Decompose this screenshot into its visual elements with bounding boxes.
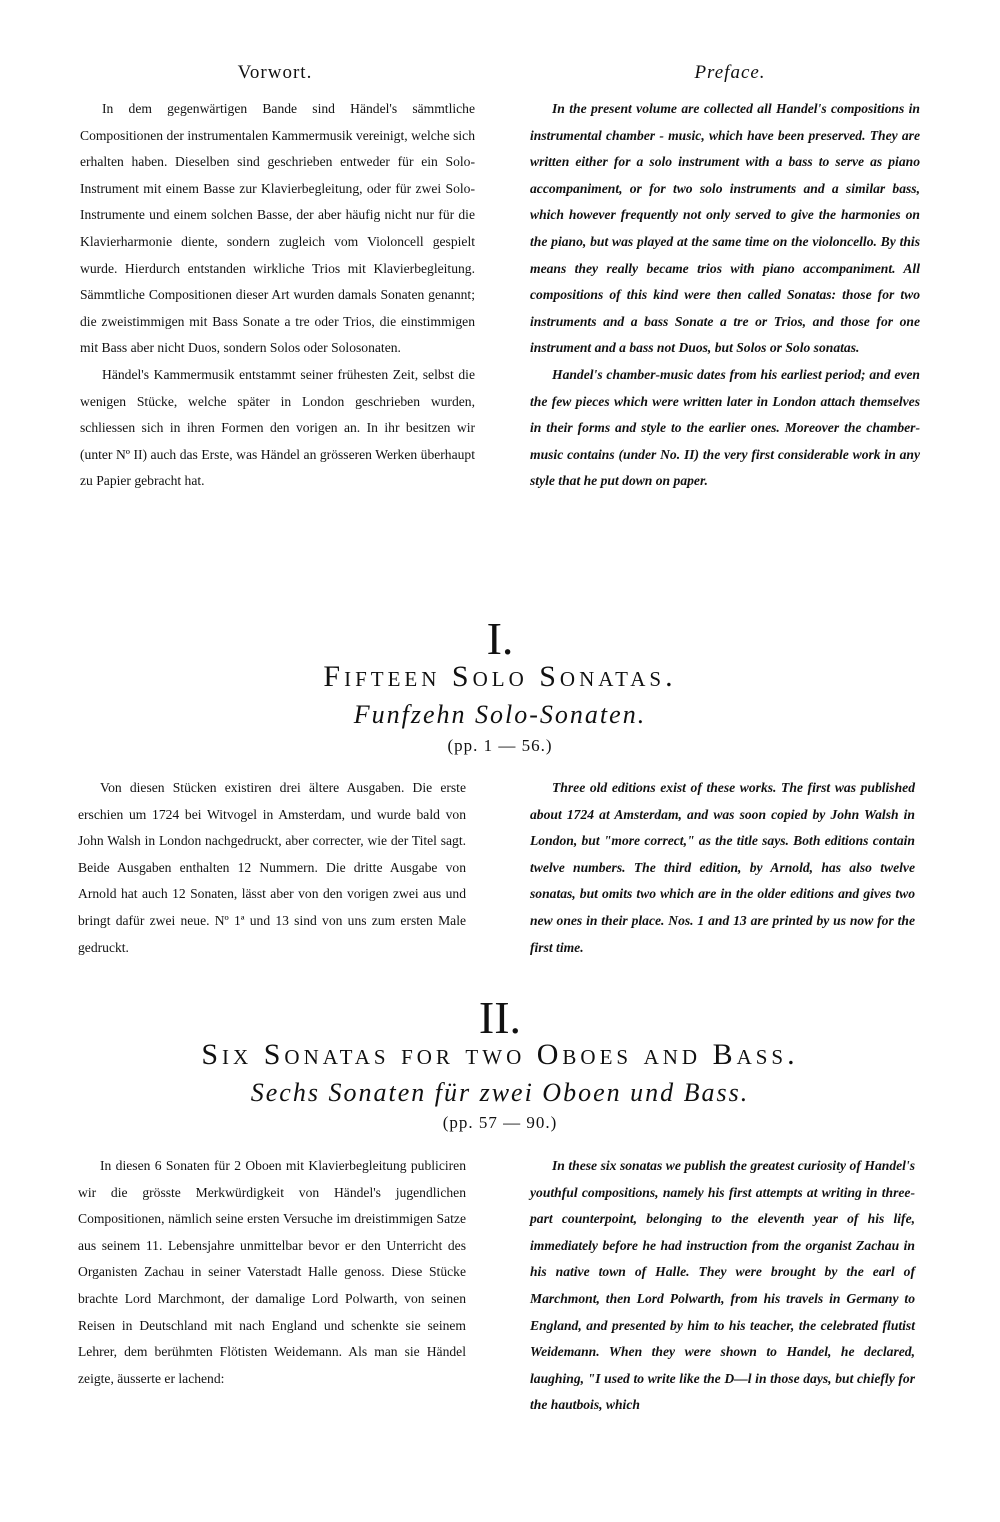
section-1-english-text [530,775,915,961]
vorwort-title: Vorwort. [237,62,313,83]
section-1-page-range: (pp. 1 — 56.) [447,736,553,755]
section-1-title: Fifteen Solo Sonatas. [323,660,677,693]
section-1-numeral: I. [486,613,514,664]
section-1-german-text [78,775,466,961]
preface-paragraph-1: In the present volume are collected all Handel's compositions in instrumental chamber - music, which have been preserved. They are written either for a solo instrument with a bass to serve as piano accompaniment, or for two solo instruments and a similar bass, which however frequently not only served to give the harmonies on the piano, but was played at the same time on the violoncello. By this means they really became trios with piano accompaniment. All compositions of this kind were then called Sonatas: those for two instruments and a bass Sonate a tre or Trios, and those for one instrument and a bass not Duos, but Solos or Solo sonatas. [530,101,920,356]
section-2-page-range: (pp. 57 — 90.) [442,1113,558,1132]
section-1-english-paragraph: Three old editions exist of these works. The first was published about 1724 at Amsterdam, and was soon copied by John Walsh in London, but "more correct," as the title says. Both editions contain twelve numbers. The third edition, by Arnold, has also twelve sonatas, but omits two which are in the older editions and gives two new ones in their place. Nos. 1 and 13 are printed by us now for the first time. [530,780,915,955]
preface-text [530,96,920,495]
vorwort-paragraph-2: Händel's Kammermusik entstammt seiner frühesten Zeit, selbst die wenigen Stücke, welche später in London geschrieben wurden, schliessen sich in ihren Formen den vorigen an. In ihr besitzen wir (unter Nº II) auch das Erste, was Händel an grösseren Werken überhaupt zu Papier gebracht hat. [80,366,475,489]
section-1-german-title: Funfzehn Solo-Sonaten. [353,700,647,729]
section-2-german-text [78,1153,466,1392]
section-2-english-text [530,1153,915,1419]
section-2-german-paragraph: In diesen 6 Sonaten für 2 Oboen mit Klavierbegleitung publiciren wir die grösste Merkwürdigkeit von Händel's jugendlichen Compositionen, nämlich seine ersten Versuche im dreistimmigen Satze aus seinem 11. Lebensjahre unmittelbar bevor er den Unterricht des Organisten Zachau in seiner Vaterstadt Halle genoss. Diese Stücke brachte Lord Marchmont, der damalige Lord Polwarth, von seinen Reisen in Deutschland mit nach England und schenkte sie seinem Lehrer, dem berühmten Flötisten Weidemann. Als man sie Händel zeigte, äusserte er lachend: [78,1158,466,1386]
vorwort-paragraph-1: In dem gegenwärtigen Bande sind Händel's sämmtliche Compositionen der instrumentalen Kammermusik vereinigt, welche sich erhalten haben. Dieselben sind geschrieben entweder für ein Solo-Instrument mit einem Basse zur Klavierbegleitung, oder für zwei Solo-Instrumente und einem solchen Basse, der aber häufig nicht nur für die Klavierharmonie diente, sondern zugleich vom Violoncell gespielt wurde. Hierdurch entstanden wirkliche Trios mit Klavierbegleitung. Sämmtliche Compositionen dieser Art wurden damals Sonaten genannt; die zweistimmigen mit Bass Sonate a tre oder Trios, die einstimmigen mit Bass aber nicht Duos, sondern Solos oder Solosonaten. [80,101,475,356]
section-2-german-title: Sechs Sonaten für zwei Oboen und Bass. [250,1078,750,1107]
vorwort-text [80,96,475,495]
section-2-numeral: II. [478,992,522,1043]
section-2-title: Six Sonatas for two Oboes and Bass. [201,1038,799,1071]
preface-title: Preface. [694,62,766,83]
preface-paragraph-2: Handel's chamber-music dates from his earliest period; and even the few pieces which were written later in London attach themselves in their forms and style to the earlier ones. Moreover the chamber-music contains (under No. II) the very first considerable work in any style that he put down on paper. [530,366,920,489]
section-2-english-paragraph: In these six sonatas we publish the greatest curiosity of Handel's youthful compositions, namely his first attempts at writing in three-part counterpoint, belonging to the eleventh year of his life, immediately before he had instruction from the organist Zachau in his native town of Halle. They were brought by the earl of Marchmont, then Lord Polwarth, from his travels in Germany to England, and presented by him to his teacher, the celebrated flutist Weidemann. When they were shown to Handel, he declared, laughing, "I used to write like the D—l in those days, but chiefly for the hautbois, which [530,1158,915,1413]
section-1-german-paragraph: Von diesen Stücken existiren drei ältere Ausgaben. Die erste erschien um 1724 bei Witvogel in Amsterdam, und wurde bald von John Walsh in London nachgedruckt, aber correcter, wie der Titel sagt. Beide Ausgaben enthalten 12 Nummern. Die dritte Ausgabe von Arnold hat auch 12 Sonaten, lässt aber von den vorigen zwei aus und bringt dafür zwei neue. Nº 1ª und 13 sind von uns zum ersten Male gedruckt. [78,780,466,955]
